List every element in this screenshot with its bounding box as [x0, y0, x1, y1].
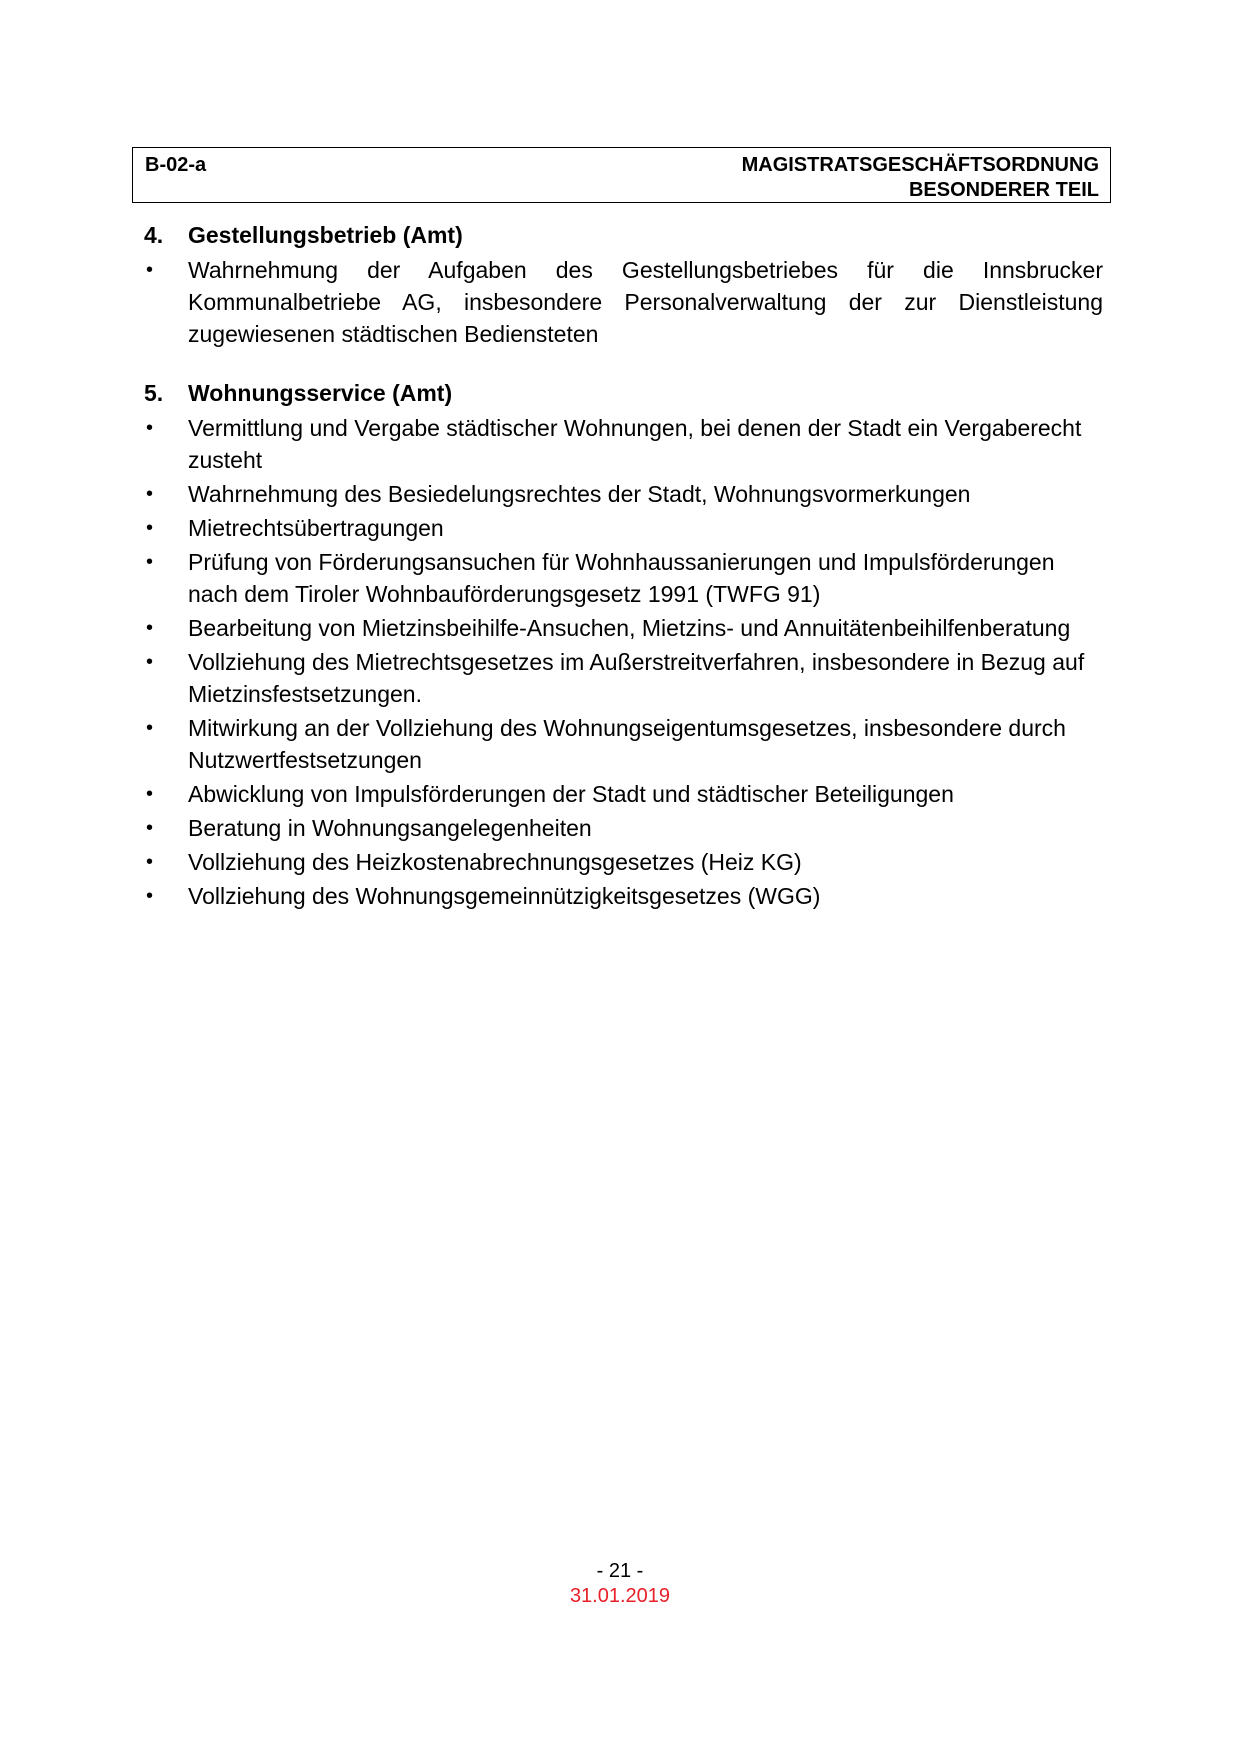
list-item [144, 778, 1104, 810]
bullet-icon: • [146, 517, 154, 539]
section-gestellungsbetrieb [144, 218, 1104, 350]
section-heading [144, 218, 1104, 252]
document-title-line-1: MAGISTRATSGESCHÄFTSORDNUNG [741, 154, 1099, 176]
list-item-text: Abwicklung von Impulsförderungen der Stadt und städtischer Beteiligungen [188, 781, 954, 807]
section-title: Gestellungsbetrieb (Amt) [188, 222, 463, 248]
list-item [144, 412, 1104, 476]
bullet-icon: • [146, 783, 154, 805]
section-wohnungsservice [144, 376, 1104, 912]
list-item-text: Wahrnehmung der Aufgaben des Gestellungsbetriebes für die Innsbrucker Kommunalbetriebe AG, insbesondere Personalverwaltung der zur Dienstleistung zugewiesenen städtischen Bediensteten [188, 257, 1103, 347]
bullet-icon: • [146, 617, 154, 639]
list-item-text: Vollziehung des Wohnungsgemeinnützigkeitsgesetzes (WGG) [188, 883, 821, 909]
bullet-icon: • [146, 885, 154, 907]
document-date: 31.01.2019 [569, 1585, 671, 1607]
list-item [144, 846, 1104, 878]
list-item [144, 546, 1104, 610]
bullet-icon: • [146, 259, 154, 281]
document-title [742, 153, 1099, 203]
bullet-icon: • [146, 717, 154, 739]
bullet-icon: • [146, 851, 154, 873]
list-item-text: Bearbeitung von Mietzinsbeihilfe-Ansuchen, Mietzins- und Annuitätenbeihilfenberatung [188, 615, 1071, 641]
page-number: - 21 - [596, 1560, 644, 1582]
document-header [132, 147, 1111, 203]
section-heading [144, 376, 1104, 410]
document-code: B-02-a [145, 154, 207, 176]
list-item [144, 478, 1104, 510]
list-item-text: Vermittlung und Vergabe städtischer Wohnungen, bei denen der Stadt ein Vergaberecht zusteht [188, 415, 1082, 473]
list-item [144, 646, 1104, 710]
section-title: Wohnungsservice (Amt) [188, 380, 453, 406]
list-item-text: Mitwirkung an der Vollziehung des Wohnungseigentumsgesetzes, insbesondere durch Nutzwertfestsetzungen [188, 715, 1066, 773]
bullet-icon: • [146, 483, 154, 505]
list-item-text: Prüfung von Förderungsansuchen für Wohnhaussanierungen und Impulsförderungen nach dem Tiroler Wohnbauförderungsgesetz 1991 (TWFG 91) [188, 549, 1055, 607]
bullet-icon: • [146, 551, 154, 573]
list-item [144, 254, 1104, 350]
list-item-text: Mietrechtsübertragungen [188, 515, 444, 541]
list-item-text: Vollziehung des Heizkostenabrechnungsgesetzes (Heiz KG) [188, 849, 802, 875]
document-title-line-2: BESONDERER TEIL [908, 179, 1099, 201]
document-body [144, 218, 1104, 912]
bullet-icon: • [146, 651, 154, 673]
bullet-list [144, 254, 1104, 350]
list-item-text: Wahrnehmung des Besiedelungsrechtes der Stadt, Wohnungsvormerkungen [188, 481, 971, 507]
section-number: 4. [144, 222, 164, 248]
bullet-icon: • [146, 817, 154, 839]
list-item [144, 512, 1104, 544]
bullet-list [144, 412, 1104, 912]
list-item [144, 612, 1104, 644]
bullet-icon: • [146, 417, 154, 439]
section-number: 5. [144, 380, 164, 406]
list-item [144, 880, 1104, 912]
list-item-text: Beratung in Wohnungsangelegenheiten [188, 815, 592, 841]
list-item [144, 712, 1104, 776]
list-item-text: Vollziehung des Mietrechtsgesetzes im Außerstreitverfahren, insbesondere in Bezug auf Mietzinsfestsetzungen. [188, 649, 1085, 707]
list-item [144, 812, 1104, 844]
